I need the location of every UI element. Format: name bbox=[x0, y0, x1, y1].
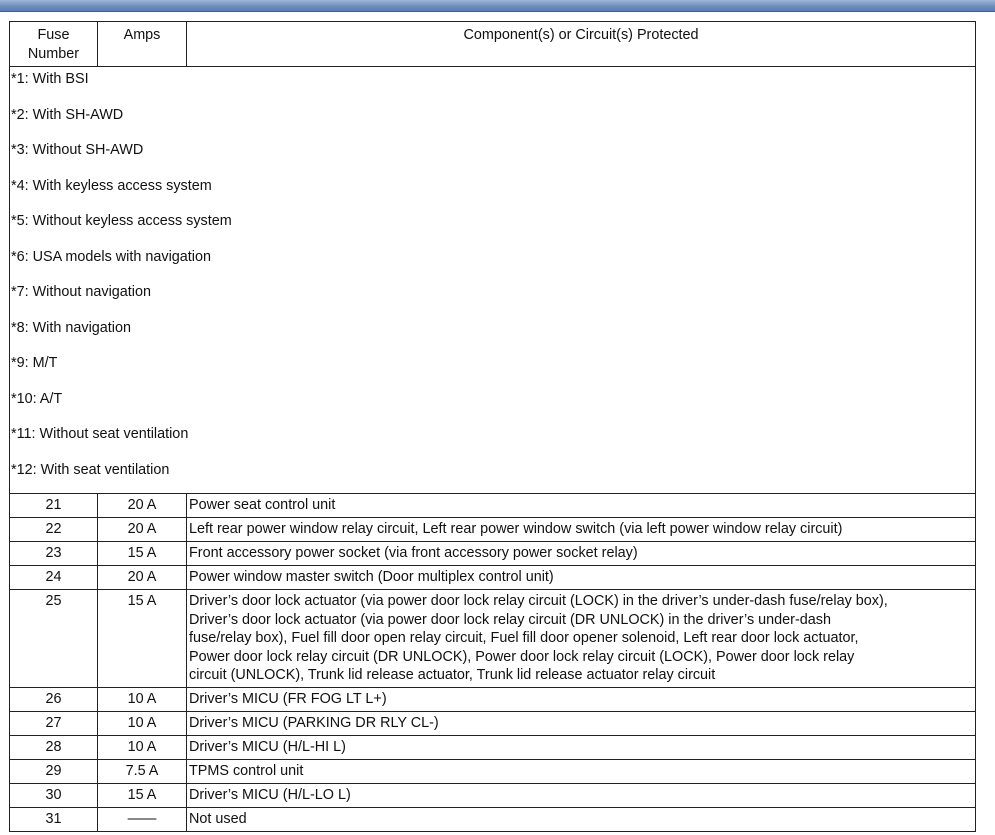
fuse-number-cell: 28 bbox=[10, 735, 98, 759]
component-text-line: fuse/relay box), Fuel fill door open relay circuit, Fuel fill door opener solenoid, Left rear door lock actuator, bbox=[189, 630, 859, 646]
notes-row bbox=[10, 67, 976, 494]
component-cell bbox=[187, 807, 976, 831]
footnote-text: *3: Without SH-AWD bbox=[11, 142, 144, 158]
fuse-number-cell: 21 bbox=[10, 494, 98, 518]
component-text-line: circuit (UNLOCK), Trunk lid release actuator, Trunk lid release actuator relay circuit bbox=[189, 667, 716, 683]
component-cell bbox=[187, 783, 976, 807]
footnote-text: *4: With keyless access system bbox=[11, 177, 212, 194]
notes-cell bbox=[10, 67, 976, 494]
footnote-text: *7: Without navigation bbox=[11, 284, 151, 300]
footnote-text: *5: Without keyless access system bbox=[11, 213, 232, 229]
table-row bbox=[10, 542, 976, 566]
amps-cell: 15 A bbox=[98, 542, 187, 566]
component-text-line: Driver’s door lock actuator (via power door lock relay circuit (DR UNLOCK) in the driver’s under-dash bbox=[189, 611, 831, 628]
fuse-number-cell: 30 bbox=[10, 783, 98, 807]
component-text-line: TPMS control unit bbox=[189, 762, 304, 779]
table-row bbox=[10, 566, 976, 590]
component-cell bbox=[187, 494, 976, 518]
footnote-item bbox=[10, 458, 975, 494]
header-components bbox=[187, 22, 976, 67]
component-text-line: Front accessory power socket (via front accessory power socket relay) bbox=[189, 545, 638, 561]
fuse-number-cell: 26 bbox=[10, 687, 98, 711]
table-row bbox=[10, 735, 976, 759]
fuse-sheet bbox=[9, 21, 975, 832]
fuse-number-cell: 23 bbox=[10, 542, 98, 566]
amps-cell: 7.5 A bbox=[98, 759, 187, 783]
fuse-number-cell: 31 bbox=[10, 807, 98, 831]
component-cell bbox=[187, 542, 976, 566]
amps-cell: 15 A bbox=[98, 783, 187, 807]
footnote-item bbox=[10, 138, 975, 174]
footnote-text: *2: With SH-AWD bbox=[11, 106, 124, 123]
amps-cell: —— bbox=[98, 807, 187, 831]
footnote-text: *9: M/T bbox=[11, 355, 58, 371]
footnote-item bbox=[10, 316, 975, 352]
fuse-number-cell: 27 bbox=[10, 711, 98, 735]
footnote-item bbox=[10, 174, 975, 210]
footnote-item bbox=[10, 280, 975, 316]
component-text-line: Driver’s door lock actuator (via power door lock relay circuit (LOCK) in the driver’s under-dash fuse/relay box), bbox=[189, 593, 888, 609]
component-text-line: Power seat control unit bbox=[189, 497, 336, 513]
amps-cell: 10 A bbox=[98, 687, 187, 711]
fuse-number-cell: 25 bbox=[10, 590, 98, 688]
component-text-line: Not used bbox=[189, 810, 247, 827]
component-cell bbox=[187, 735, 976, 759]
component-text-line: Power window master switch (Door multiplex control unit) bbox=[189, 569, 554, 585]
fuse-number-cell: 22 bbox=[10, 518, 98, 542]
table-header-row bbox=[10, 22, 976, 67]
fuse-number-cell: 29 bbox=[10, 759, 98, 783]
footnote-item bbox=[10, 387, 975, 423]
header-fuse-line1: Fuse bbox=[37, 27, 70, 43]
component-cell bbox=[187, 518, 976, 542]
footnote-item bbox=[10, 422, 975, 458]
footnote-item bbox=[10, 209, 975, 245]
header-amps bbox=[98, 22, 187, 67]
header-fuse-number bbox=[10, 22, 98, 67]
footnote-text: *6: USA models with navigation bbox=[11, 248, 211, 265]
table-row bbox=[10, 783, 976, 807]
amps-cell: 10 A bbox=[98, 711, 187, 735]
footnote-item bbox=[10, 351, 975, 387]
component-cell bbox=[187, 711, 976, 735]
footnote-text: *10: A/T bbox=[11, 390, 63, 407]
component-text-line: Driver’s MICU (FR FOG LT L+) bbox=[189, 690, 387, 707]
component-cell bbox=[187, 687, 976, 711]
component-cell bbox=[187, 759, 976, 783]
table-row bbox=[10, 711, 976, 735]
fuse-table bbox=[9, 21, 976, 832]
component-text-line: Driver’s MICU (PARKING DR RLY CL-) bbox=[189, 714, 439, 731]
amps-cell: 10 A bbox=[98, 735, 187, 759]
window-title-bar bbox=[0, 0, 995, 12]
component-text-line: Power door lock relay circuit (DR UNLOCK), Power door lock relay circuit (LOCK), Power door lock relay bbox=[189, 648, 855, 665]
footnote-item bbox=[10, 103, 975, 139]
component-text-line: Left rear power window relay circuit, Left rear power window switch (via left power window relay circuit) bbox=[189, 521, 843, 537]
table-row bbox=[10, 518, 976, 542]
header-fuse-line2: Number bbox=[27, 45, 80, 62]
fuse-number-cell: 24 bbox=[10, 566, 98, 590]
header-components-label: Component(s) or Circuit(s) Protected bbox=[463, 27, 699, 43]
table-row bbox=[10, 807, 976, 831]
footnote-text: *12: With seat ventilation bbox=[11, 461, 170, 478]
amps-cell: 15 A bbox=[98, 590, 187, 688]
component-text-line: Driver’s MICU (H/L-HI L) bbox=[189, 738, 346, 755]
component-cell bbox=[187, 566, 976, 590]
table-row bbox=[10, 687, 976, 711]
component-cell bbox=[187, 590, 976, 688]
footnote-item bbox=[10, 67, 975, 103]
amps-cell: 20 A bbox=[98, 494, 187, 518]
footnote-text: *8: With navigation bbox=[11, 319, 131, 336]
amps-cell: 20 A bbox=[98, 566, 187, 590]
table-row bbox=[10, 759, 976, 783]
notes-list bbox=[10, 67, 975, 493]
table-row bbox=[10, 590, 976, 688]
table-row bbox=[10, 494, 976, 518]
component-text-line: Driver’s MICU (H/L-LO L) bbox=[189, 786, 351, 803]
header-amps-label: Amps bbox=[123, 27, 161, 43]
amps-cell: 20 A bbox=[98, 518, 187, 542]
footnote-text: *1: With BSI bbox=[11, 71, 89, 87]
footnote-item bbox=[10, 245, 975, 281]
footnote-text: *11: Without seat ventilation bbox=[11, 426, 189, 442]
